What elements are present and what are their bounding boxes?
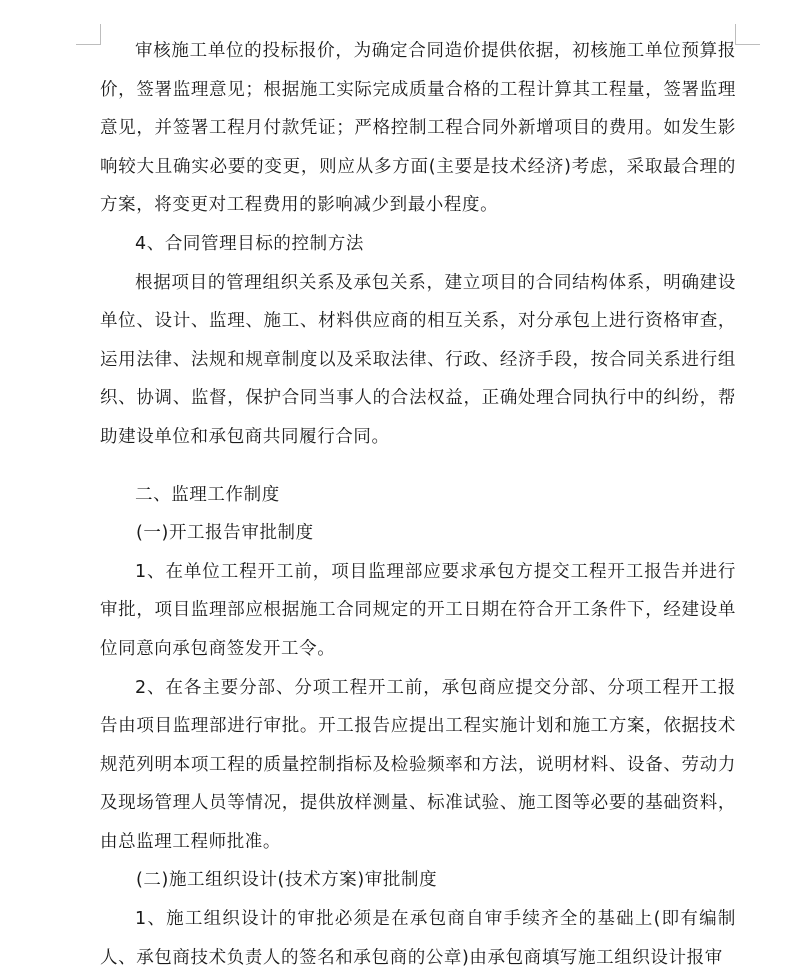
paragraph-construction-design-review: 1、施工组织设计的审批必须是在承包商自审手续齐全的基础上(即有编制人、承包商技术负责人的签名和承包商的公章)由承包商填写施工组织设计报审	[100, 909, 736, 968]
subheading-construction-design-approval: (二)施工组织设计(技术方案)审批制度	[136, 870, 438, 891]
subheading-start-report-approval: (一)开工报告审批制度	[136, 523, 314, 544]
section-heading-supervision-system: 二、监理工作制度	[135, 484, 280, 505]
paragraph-cost-review: 审核施工单位的投标报价，为确定合同造价提供依据，初核施工单位预算报价，签署监理意见；根据施工实际完成质量合格的工程计算其工程量，签署监理意见，并签署工程月付款凭证；严格控制工程合同外新增项目的费用。如发生影响较大且确实必要的变更，则应从多方面(主要是技术经济)考虑，采取最合理的方案，将变更对工程费用的影响减少到最小程度。	[100, 41, 736, 216]
paragraph-unit-project-start: 1、在单位工程开工前，项目监理部应要求承包方提交工程开工报告并进行审批，项目监理部应根据施工合同规定的开工日期在符合开工条件下，经建设单位同意向承包商签发开工令。	[100, 561, 736, 659]
margin-corner-mark-top-left	[76, 24, 101, 45]
document-body	[100, 32, 736, 977]
paragraph-sub-project-start: 2、在各主要分部、分项工程开工前，承包商应提交分部、分项工程开工报告由项目监理部进行审批。开工报告应提出工程实施计划和施工方案，依据技术规范列明本项工程的质量控制指标及检验频率和方法，说明材料、设备、劳动力及现场管理人员等情况，提供放样测量、标准试验、施工图等必要的基础资料，由总监理工程师批准。	[100, 677, 736, 852]
paragraph-contract-structure: 根据项目的管理组织关系及承包关系，建立项目的合同结构体系，明确建设单位、设计、监理、施工、材料供应商的相互关系，对分承包上进行资格审查，运用法律、法规和规章制度以及采取法律、行政、经济手段，按合同关系进行组织、协调、监督，保护合同当事人的合法权益，正确处理合同执行中的纠纷，帮助建设单位和承包商共同履行合同。	[100, 272, 736, 447]
margin-corner-mark-top-right	[735, 24, 760, 45]
blank-line	[100, 457, 736, 476]
heading-contract-management-method: 4、合同管理目标的控制方法	[135, 233, 364, 254]
